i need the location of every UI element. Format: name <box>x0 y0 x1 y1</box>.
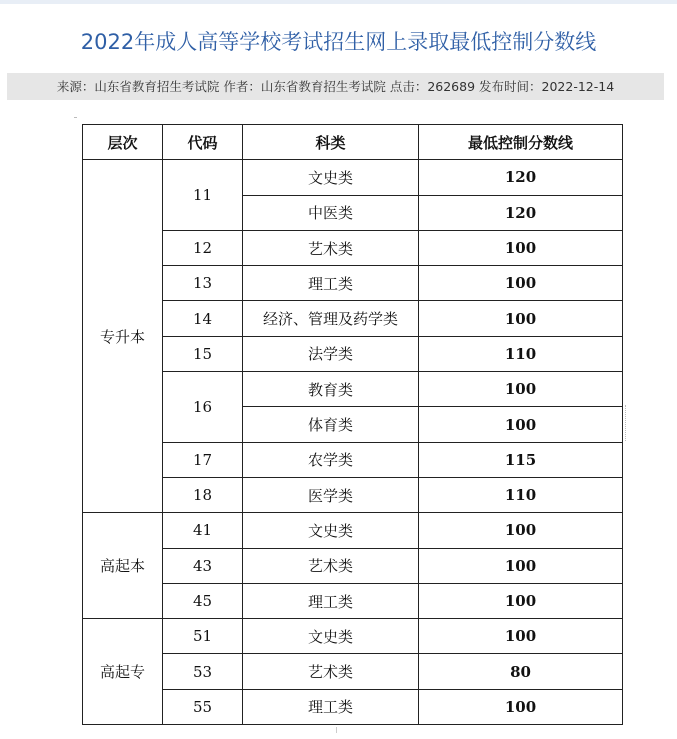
page-title: 2022年成人高等学校考试招生网上录取最低控制分数线 <box>80 30 597 54</box>
subject-cell: 文史类 <box>243 619 419 654</box>
score-table <box>82 124 623 725</box>
code-cell: 15 <box>163 336 243 371</box>
score-cell: 100 <box>419 301 623 336</box>
subject-cell: 理工类 <box>243 583 419 618</box>
table-row <box>83 266 623 301</box>
score-cell: 120 <box>419 195 623 230</box>
code-cell: 16 <box>163 372 243 443</box>
score-cell: 100 <box>419 583 623 618</box>
editor-mark <box>625 405 627 441</box>
code-cell: 14 <box>163 301 243 336</box>
editor-mark <box>336 727 337 733</box>
code-cell: 41 <box>163 513 243 548</box>
meta-published: 发布时间：2022-12-14 <box>479 79 615 94</box>
table-row <box>83 301 623 336</box>
table-row <box>83 654 623 689</box>
table-row <box>83 513 623 548</box>
code-cell: 17 <box>163 442 243 477</box>
table-row <box>83 477 623 512</box>
score-cell: 100 <box>419 619 623 654</box>
score-cell: 100 <box>419 230 623 265</box>
score-cell: 115 <box>419 442 623 477</box>
subject-cell: 理工类 <box>243 266 419 301</box>
subject-cell: 法学类 <box>243 336 419 371</box>
level-cell: 高起专 <box>83 619 163 725</box>
code-cell: 55 <box>163 689 243 724</box>
table-row <box>83 442 623 477</box>
score-cell: 100 <box>419 548 623 583</box>
code-cell: 53 <box>163 654 243 689</box>
subject-cell: 体育类 <box>243 407 419 442</box>
header-score: 最低控制分数线 <box>419 125 623 160</box>
subject-cell: 经济、管理及药学类 <box>243 301 419 336</box>
score-cell: 110 <box>419 477 623 512</box>
top-divider <box>0 0 677 4</box>
table-row <box>83 372 623 407</box>
score-cell: 100 <box>419 407 623 442</box>
meta-author: 作者：山东省教育招生考试院 <box>223 79 386 94</box>
table-row <box>83 160 623 195</box>
subject-cell: 文史类 <box>243 513 419 548</box>
code-cell: 12 <box>163 230 243 265</box>
code-cell: 43 <box>163 548 243 583</box>
table-row <box>83 230 623 265</box>
table-row <box>83 583 623 618</box>
subject-cell: 医学类 <box>243 477 419 512</box>
code-cell: 13 <box>163 266 243 301</box>
subject-cell: 艺术类 <box>243 548 419 583</box>
score-cell: 100 <box>419 689 623 724</box>
header-subject: 科类 <box>243 125 419 160</box>
level-cell: 专升本 <box>83 160 163 513</box>
table-row <box>83 336 623 371</box>
subject-cell: 理工类 <box>243 689 419 724</box>
code-cell: 51 <box>163 619 243 654</box>
table-header-row <box>83 125 623 160</box>
header-level: 层次 <box>83 125 163 160</box>
score-cell: 120 <box>419 160 623 195</box>
code-cell: 18 <box>163 477 243 512</box>
score-cell: 80 <box>419 654 623 689</box>
code-cell: 45 <box>163 583 243 618</box>
table-row <box>83 689 623 724</box>
editor-mark <box>74 117 77 118</box>
article-meta-bar <box>7 73 664 100</box>
table-row <box>83 619 623 654</box>
subject-cell: 艺术类 <box>243 654 419 689</box>
subject-cell: 教育类 <box>243 372 419 407</box>
meta-views: 点击：262689 <box>389 79 476 94</box>
score-cell: 100 <box>419 372 623 407</box>
score-cell: 100 <box>419 513 623 548</box>
score-cell: 100 <box>419 266 623 301</box>
level-cell: 高起本 <box>83 513 163 619</box>
header-code: 代码 <box>163 125 243 160</box>
subject-cell: 文史类 <box>243 160 419 195</box>
table-row <box>83 548 623 583</box>
score-cell: 110 <box>419 336 623 371</box>
meta-source: 来源：山东省教育招生考试院 <box>56 79 220 94</box>
subject-cell: 艺术类 <box>243 230 419 265</box>
subject-cell: 农学类 <box>243 442 419 477</box>
subject-cell: 中医类 <box>243 195 419 230</box>
code-cell: 11 <box>163 160 243 231</box>
